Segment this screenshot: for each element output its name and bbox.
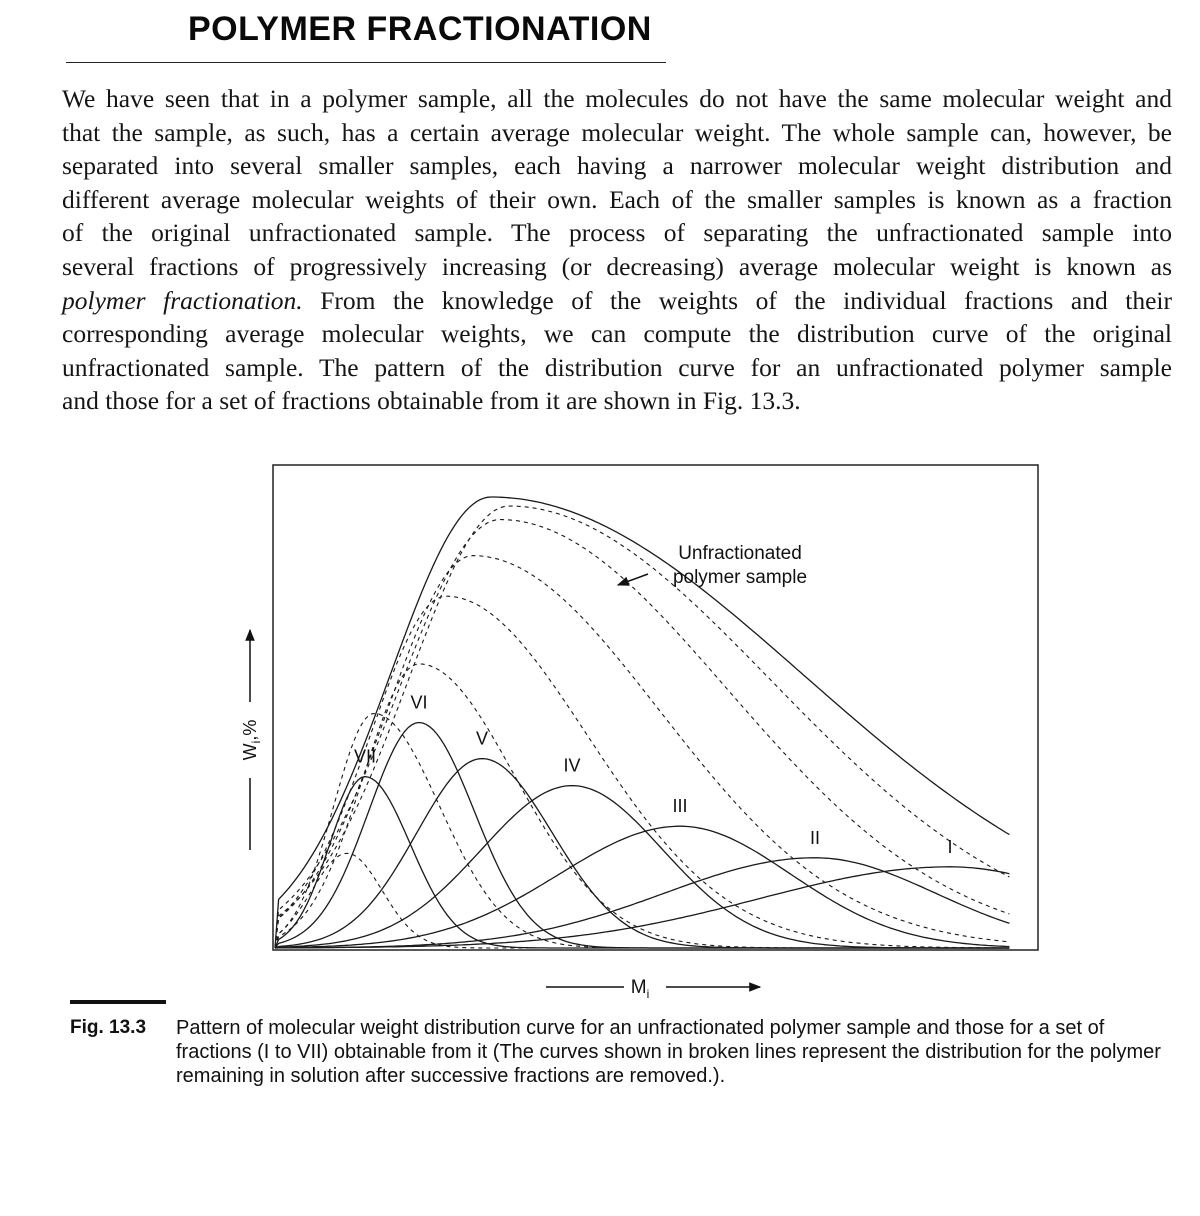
plot-frame (273, 465, 1038, 950)
fraction-curve-i (275, 867, 1009, 948)
caption-rule (70, 1000, 166, 1004)
paragraph-line: separated into several smaller samples, each having a narrower molecular weight distribution and (62, 151, 1172, 181)
fraction-label-vii: VII (353, 746, 377, 767)
emphasis-term: polymer fractionation. (62, 285, 303, 315)
fraction-label-v: V (475, 728, 489, 749)
y-axis-label: $W_i,\%$ (240, 719, 263, 761)
annotation-arrow (618, 574, 648, 585)
fraction-label-i: I (947, 836, 953, 857)
fraction-label-iv: IV (563, 755, 581, 776)
annotation-line-1: Unfractionated (678, 543, 802, 564)
y-axis-label-group (240, 630, 263, 850)
curve-group (275, 497, 1009, 948)
fraction-label-iii: III (672, 796, 688, 817)
remaining-solution-curve (275, 596, 1009, 948)
paragraph-line: that the sample, as such, has a certain average molecular weight. The whole sample can, however, be (62, 117, 1172, 147)
paragraph-line: We have seen that in a polymer sample, all the molecules do not have the same molecular weight and (62, 84, 1172, 113)
figure-13-3 (220, 455, 1050, 1005)
fraction-label-group (354, 693, 953, 857)
fraction-curve-unfractionated-polymer-sample (275, 497, 1009, 948)
fraction-label-ii: II (809, 827, 821, 848)
remaining-solution-curve (275, 556, 1009, 948)
paragraph-line-rest: From the knowledge of the weights of the individual fractions and their (320, 285, 1172, 315)
fraction-curve-vii (275, 777, 1009, 948)
paragraph-line: corresponding average molecular weights, we can compute the distribution curve of the original (62, 319, 1172, 349)
fraction-curve-v (275, 759, 1009, 948)
remaining-solution-curve (275, 714, 1009, 948)
caption-text: Pattern of molecular weight distribution curve for an unfractionated polymer sample and those for a set of fractions (I to VII) obtainable from it (The curves shown in broken lines represent the distribution for the polymer remaining in solution after successive fractions are removed.). (176, 1017, 1161, 1087)
title-underline (66, 62, 666, 63)
remaining-solution-curve (275, 506, 1009, 948)
annotation-line-2: polymer sample (672, 567, 808, 588)
paragraph-line: different average molecular weights of their own. Each of the smaller samples is known as a fraction (62, 184, 1172, 214)
page-title: POLYMER FRACTIONATION (188, 10, 652, 48)
x-axis-label-group (546, 977, 760, 1001)
caption-label: Fig. 13.3 (70, 1017, 147, 1038)
fraction-curve-iv (275, 786, 1009, 948)
x-axis-label: $M_i$ (630, 977, 650, 1001)
paragraph-line: of the original unfractionated sample. The process of separating the unfractionated sample into (62, 218, 1172, 248)
fraction-label-vi: VI (410, 692, 428, 713)
paragraph-line: several fractions of progressively increasing (or decreasing) average molecular weight is known as (62, 251, 1172, 281)
body-paragraph (62, 82, 1172, 418)
remaining-solution-curve (275, 664, 1009, 948)
paragraph-line: unfractionated sample. The pattern of the distribution curve for an unfractionated polymer sample (62, 352, 1172, 382)
paragraph-line-with-term (62, 284, 1172, 318)
fraction-curve-ii (275, 858, 1009, 948)
distribution-chart (220, 455, 1050, 1005)
paragraph-line: and those for a set of fractions obtainable from it are shown in Fig. 13.3. (62, 386, 801, 416)
